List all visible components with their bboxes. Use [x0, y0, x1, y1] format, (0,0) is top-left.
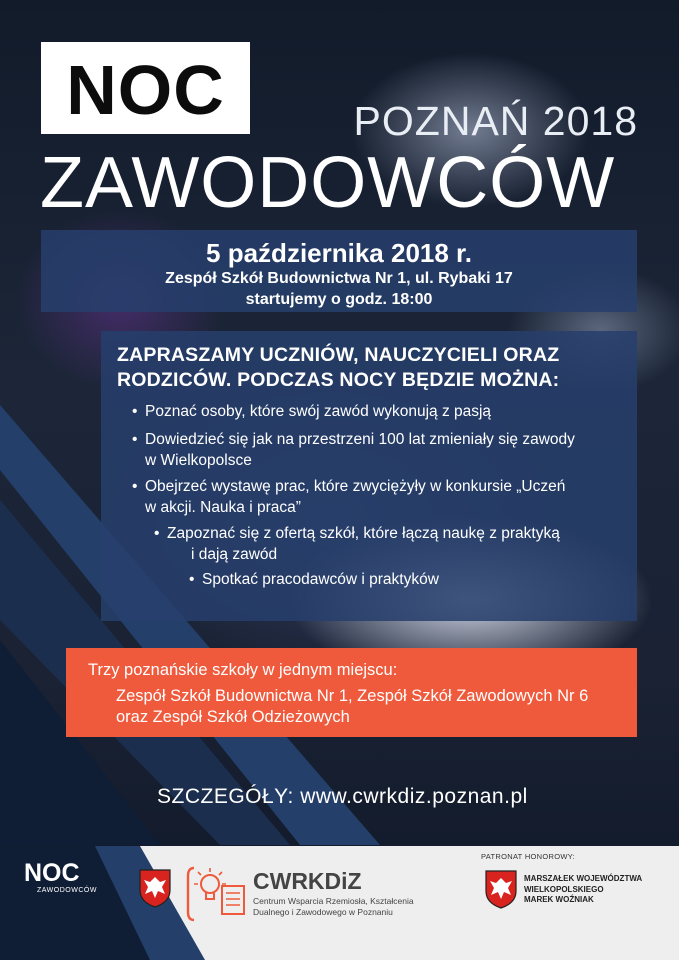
- event-date: 5 października 2018 r.: [206, 238, 472, 268]
- cwrk-name: CWRKDiZ: [253, 868, 362, 894]
- list-item: • Obejrzeć wystawę prac, które zwyciężyły w konkursie „Uczeń w akcji. Nauka i praca”: [132, 478, 566, 516]
- event-date-box: [41, 230, 637, 312]
- list-item: • Poznać osoby, które swój zawód wykonują z pasją: [132, 403, 492, 420]
- list-item: • Spotkać pracodawców i praktyków: [189, 571, 439, 588]
- patron-label: PATRONAT HONOROWY:: [481, 852, 576, 861]
- patron-name: MARSZAŁEK WOJEWÓDZTWA WIELKOPOLSKIEGO MAREK WOŹNIAK: [524, 874, 643, 904]
- schools-intro: Trzy poznańskie szkoły w jednym miejscu:: [88, 661, 398, 679]
- bullet-icon: •: [132, 431, 138, 448]
- info-heading: ZAPRASZAMY UCZNIÓW, NAUCZYCIELI ORAZ RODZICÓW. PODCZAS NOCY BĘDZIE MOŻNA:: [117, 344, 560, 391]
- noc-logo: NOC: [24, 859, 80, 887]
- main-title: ZAWODOWCÓW: [40, 143, 616, 223]
- event-place: Zespół Szkół Budownictwa Nr 1, ul. Rybaki 17: [165, 270, 513, 287]
- cwrk-description: Centrum Wsparcia Rzemiosła, Kształcenia Dualnego i Zawodowego w Poznaniu: [253, 896, 414, 917]
- bullet-icon: •: [132, 478, 138, 495]
- list-item: • Dowiedzieć się jak na przestrzeni 100 lat zmieniały się zawody w Wielkopolsce: [132, 431, 575, 469]
- noc-logo-sub: ZAWODOWCÓW: [37, 887, 97, 894]
- bullet-icon: •: [189, 571, 195, 588]
- details-link[interactable]: SZCZEGÓŁY: www.cwrkdiz.poznan.pl: [157, 785, 528, 808]
- info-box: [101, 331, 637, 621]
- bullet-icon: •: [132, 403, 138, 420]
- schools-box: [66, 648, 637, 737]
- schools-list: Zespół Szkół Budownictwa Nr 1, Zespół Szkół Zawodowych Nr 6 oraz Zespół Szkół Odzieżowych: [116, 687, 589, 726]
- city-year: POZNAŃ 2018: [353, 98, 638, 144]
- noc-title: NOC: [66, 51, 225, 129]
- footer: [0, 846, 679, 960]
- event-time: startujemy o godz. 18:00: [245, 291, 433, 308]
- crest-icon: [484, 869, 518, 909]
- list-item: • Zapoznać się z ofertą szkół, które łączą naukę z praktyką i dają zawód: [154, 525, 560, 563]
- bullet-icon: •: [154, 525, 160, 542]
- cwrk-logo-icon: [186, 864, 250, 924]
- crest-icon: [138, 868, 172, 908]
